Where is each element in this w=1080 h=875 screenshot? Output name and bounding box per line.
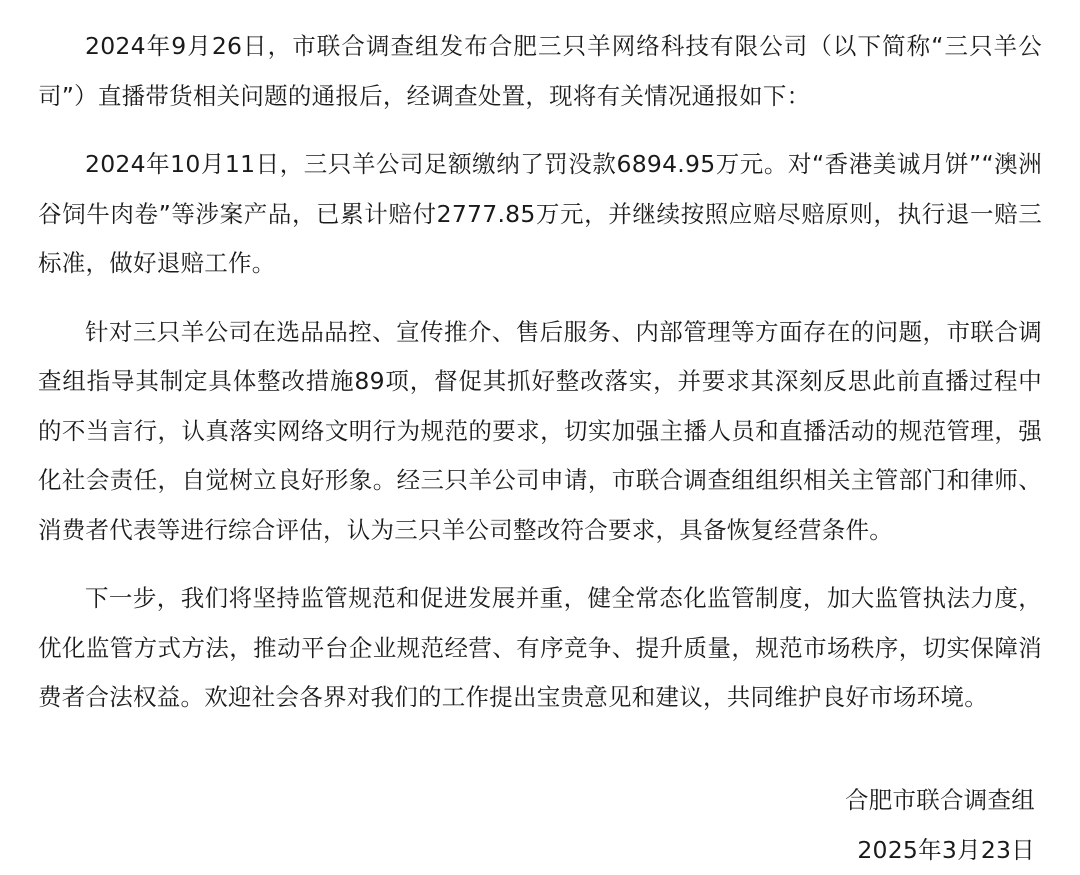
signature-block [845,776,1035,875]
paragraph-intro: 2024年9月26日，市联合调查组发布合肥三只羊网络科技有限公司（以下简称“三只羊公司”）直播带货相关问题的通报后，经调查处置，现将有关情况通报如下： [38,22,1042,121]
paragraph-rectification: 针对三只羊公司在选品品控、宣传推介、售后服务、内部管理等方面存在的问题，市联合调查组指导其制定具体整改措施89项，督促其抓好整改落实，并要求其深刻反思此前直播过程中的不当言行，认真落实网络文明行为规范的要求，切实加强主播人员和直播活动的规范管理，强化社会责任，自觉树立良好形象。经三只羊公司申请，市联合调查组组织相关主管部门和律师、消费者代表等进行综合评估，认为三只羊公司整改符合要求，具备恢复经营条件。 [38,308,1042,556]
signature-org: 合肥市联合调查组 [845,776,1035,826]
paragraph-next-steps: 下一步，我们将坚持监管规范和促进发展并重，健全常态化监管制度，加大监管执法力度，优化监管方式方法，推动平台企业规范经营、有序竞争、提升质量，规范市场秩序，切实保障消费者合法权益。欢迎社会各界对我们的工作提出宝贵意见和建议，共同维护良好市场环境。 [38,574,1042,723]
signature-date: 2025年3月23日 [845,826,1035,875]
paragraph-penalty: 2024年10月11日，三只羊公司足额缴纳了罚没款6894.95万元。对“香港美诚月饼”“澳洲谷饲牛肉卷”等涉案产品，已累计赔付2777.85万元，并继续按照应赔尽赔原则，执行退一赔三标准，做好退赔工作。 [38,140,1042,289]
document-body [38,22,1042,723]
